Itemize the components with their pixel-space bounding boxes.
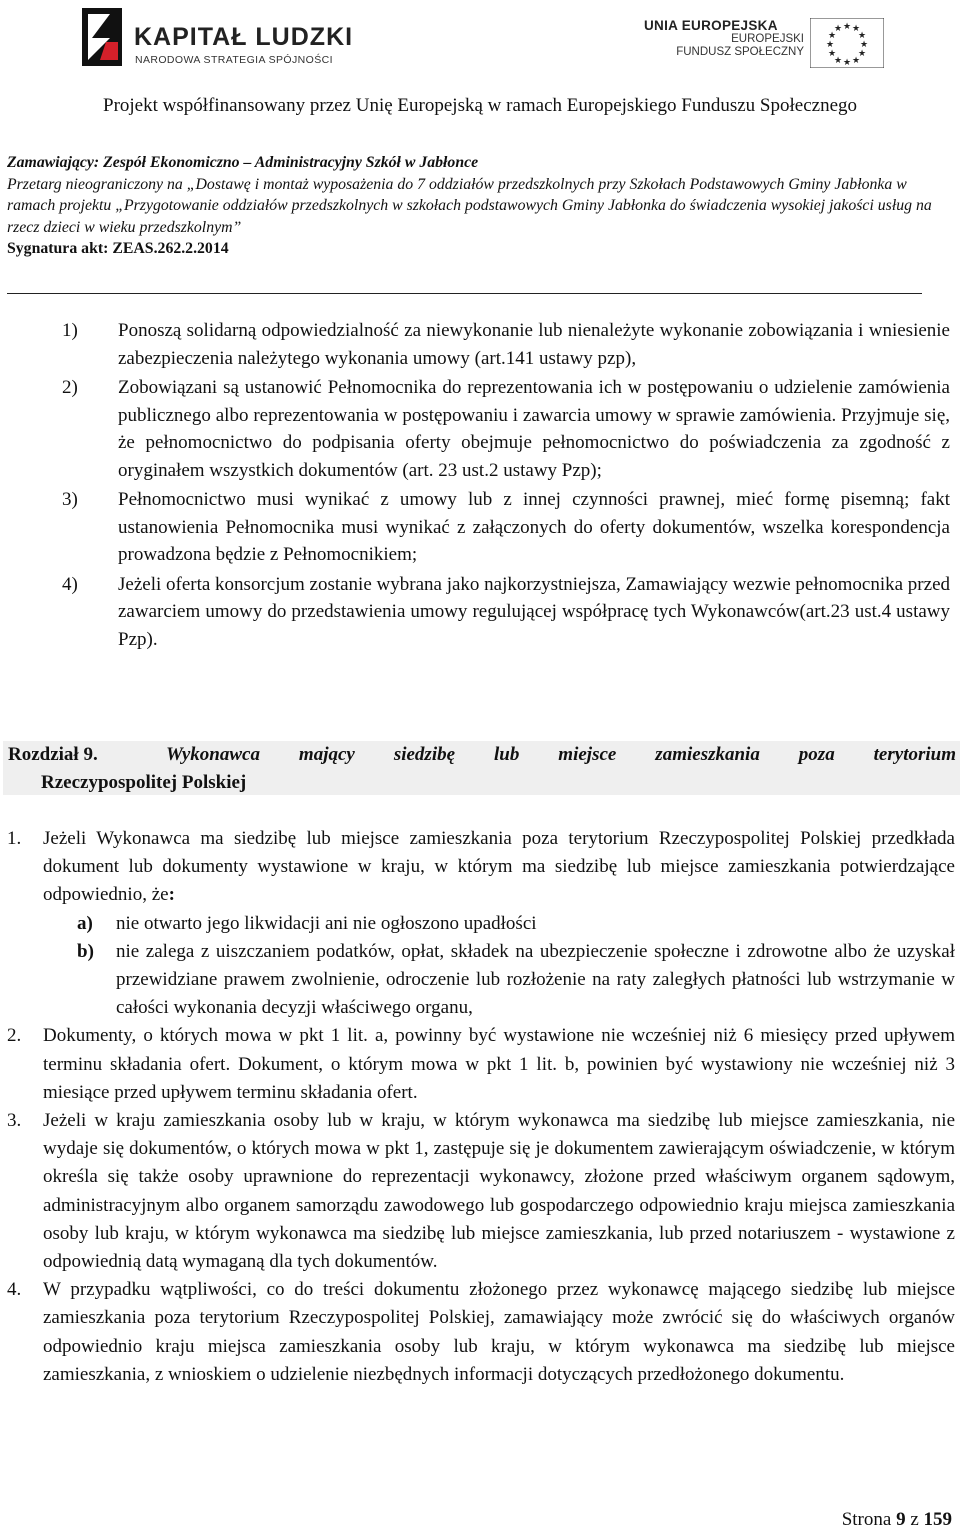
svg-text:★: ★ — [827, 30, 837, 40]
list-item-text: Dokumenty, o których mowa w pkt 1 lit. a, powinny być wystawione nie wcześniej niż 6 miesięcy przed upływem terminu składania ofert. Dokument, o którym mowa w pkt 1 lit. b, powinien być wystawiony nie wcześniej niż 3 miesiące przed upływem terminu składania ofert. — [43, 1025, 955, 1103]
foreign-contractor-list — [0, 825, 960, 1389]
list-item-number: 3. — [7, 1110, 22, 1132]
list-item-text: Zobowiązani są ustanowić Pełnomocnika do reprezentowania ich w postępowaniu o udzielenie zamówienia publicznego albo reprezentowania w postępowaniu i zawarcia umowy w sprawie zamówienia. Przyjmuje się, że pełnomocnictwo do podpisania oferty obejmuje pełnomocnictwo do poświadczenia za zgodność z oryginałem wszystkich dokumentów (art. 23 ust.2 ustawy Pzp); — [118, 377, 950, 481]
list-item — [0, 317, 960, 372]
tender-description: Przetarg nieograniczony na „Dostawę i montaż wyposażenia do 7 oddziałów przedszkolnych przy Szkołach Podstawowych Gminy Jabłonka w ramach projektu „Przygotowanie oddziałów przedszkolnych w szkołach podstawowych Gminy Jabłonka do świadczenia wysokiej jakości usług na rzecz dzieci w wieku przedszkolnym” — [7, 175, 932, 236]
list-item-text: W przypadku wątpliwości, co do treści dokumentu złożonego przez wykonawcę mającego siedzibę lub miejsce zamieszkania poza terytorium Rzeczypospolitej Polskiej, zamawiający może zwrócić się do właściwych organów odpowiednio kraju miejsca zamieszkania osoby lub kraju, w którym wykonawca ma siedzibę lub miejsce zamieszkania, z wnioskiem o udzielenie niezbędnych informacji dotyczących przedłożonego dokumentu. — [43, 1279, 955, 1385]
sub-item-text: nie otwarto jego likwidacji ani nie ogłoszono upadłości — [116, 912, 537, 934]
cofinance-note: Projekt współfinansowany przez Unię Europejską w ramach Europejskiego Funduszu Społecznego — [103, 95, 857, 116]
list-item-number: 1) — [62, 320, 78, 341]
list-item-text: Pełnomocnictwo musi wynikać z umowy lub z innej czynności prawnej, mieć formę pisemną; fakt ustanowienia Pełnomocnika musi wynikać z załączonych do oferty dokumentów, wszelka korespondencja prowadzona będzie z Pełnomocnikiem; — [118, 489, 950, 565]
sub-item — [0, 910, 960, 938]
list-item-text: Jeżeli Wykonawca ma siedzibę lub miejsce zamieszkania poza terytorium Rzeczypospolitej Polskiej przedkłada dokument lub dokumenty wystawione w kraju, w którym ma siedzibę lub miejsce zamieszkania potwierdzające odpowiednio, że — [43, 828, 955, 906]
chapter-label: Rozdział 9. — [8, 744, 98, 765]
list-item-number: 4) — [62, 573, 78, 595]
eu-title: UNIA EUROPEJSKA — [644, 18, 778, 33]
svg-text:★: ★ — [859, 39, 869, 49]
svg-text:★: ★ — [851, 55, 861, 65]
list-item-text: Jeżeli w kraju zamieszkania osoby lub w kraju, w którym wykonawca ma siedzibę lub miejsce zamieszkania, nie wydaje się dokumentów, o których mowa w pkt 1, zastępuje się je dokumentem zawierającym oświadczenie, w którym określa się także osoby uprawnione do reprezentacji wykonawcy, złożone przed właściwym organem sądowym, administracyjnym albo organem samorządu zawodowego lub gospodarczego odpowiednio kraju miejsca zamieszkania osoby lub kraju, w którym wykonawca ma siedzibę lub miejsce zamieszkania, lub przed notariuszem - wystawione z odpowiednią datą wymaganą dla tych dokumentów. — [43, 1110, 955, 1273]
list-item-number: 4. — [7, 1279, 22, 1301]
chapter-heading — [3, 741, 960, 795]
list-item-number: 2. — [7, 1025, 22, 1047]
svg-text:★: ★ — [857, 48, 867, 58]
sub-item-text: nie zalega z uiszczaniem podatków, opłat, składek na ubezpieczenie społeczne i zdrowotne albo że uzyskał przewidziane prawem zwolnienie, odroczenie lub rozłożenie na raty zaległych płatności lub wstrzymanie w całości wykonania decyzji właściwego organu, — [116, 940, 955, 1019]
chapter-title-continued: Rzeczypospolitej Polskiej — [41, 772, 247, 793]
page-footer — [842, 1509, 952, 1531]
eu-flag-icon — [810, 18, 884, 68]
tender-metadata — [7, 152, 957, 260]
list-item-number: 2) — [62, 377, 78, 398]
page-number: 9 — [896, 1509, 906, 1530]
eu-fund-line2: FUNDUSZ SPOŁECZNY — [676, 46, 804, 58]
sub-item-letter: a) — [77, 912, 93, 934]
list-item — [0, 374, 960, 484]
kapital-ludzki-emblem-icon — [82, 8, 382, 70]
page-total: 159 — [923, 1509, 952, 1530]
eu-efs-logo — [644, 18, 884, 68]
contracting-authority: Zamawiający: Zespół Ekonomiczno – Administracyjny Szkół w Jabłonce — [7, 154, 479, 171]
svg-text:★: ★ — [833, 23, 843, 33]
header-logos — [0, 0, 960, 90]
sub-item-letter: b) — [77, 940, 94, 962]
svg-text:★: ★ — [827, 48, 837, 58]
svg-text:KAPITAŁ LUDZKI: KAPITAŁ LUDZKI — [134, 23, 354, 51]
kapital-ludzki-logo — [82, 8, 382, 70]
list-item-number: 1. — [7, 828, 22, 849]
list-item-text: Ponoszą solidarną odpowiedzialność za niewykonanie lub nienależyte wykonanie zobowiązania i wniesienie zabezpieczenia należytego wykonania umowy (art.141 ustawy pzp), — [118, 320, 950, 369]
list-item — [0, 571, 960, 654]
list-item-text: Jeżeli oferta konsorcjum zostanie wybrana jako najkorzystniejsza, Zamawiający wezwie pełnomocnika przed zawarciem umowy do przedstawienia umowy regulującej współpracę tych Wykonawców(art.23 ust.4 ustawy Pzp). — [118, 573, 950, 650]
list-item-colon: : — [168, 884, 175, 906]
list-item — [0, 1022, 960, 1107]
list-item — [0, 486, 960, 569]
header-divider — [7, 293, 922, 294]
list-item — [0, 825, 960, 910]
page-label: Strona — [841, 1509, 892, 1530]
svg-text:★: ★ — [833, 55, 843, 65]
sub-item — [0, 938, 960, 1023]
list-item — [0, 1107, 960, 1276]
list-item-number: 3) — [62, 489, 78, 510]
svg-text:NARODOWA STRATEGIA SPÓJNOŚCI: NARODOWA STRATEGIA SPÓJNOŚCI — [135, 54, 333, 66]
chapter-title: Wykonawca mający siedzibę lub miejsce zamieszkania poza terytorium — [166, 744, 956, 765]
case-signature: Sygnatura akt: ZEAS.262.2.2014 — [7, 240, 229, 257]
page-separator: z — [910, 1509, 919, 1530]
svg-text:★: ★ — [842, 21, 852, 31]
eu-logo-text — [644, 18, 804, 68]
svg-text:★: ★ — [825, 39, 835, 49]
svg-text:★: ★ — [851, 23, 861, 33]
eu-fund-line1: EUROPEJSKI — [731, 33, 804, 45]
list-item — [0, 1276, 960, 1389]
svg-text:★: ★ — [857, 30, 867, 40]
consortium-list — [0, 317, 960, 655]
svg-text:★: ★ — [842, 57, 852, 67]
